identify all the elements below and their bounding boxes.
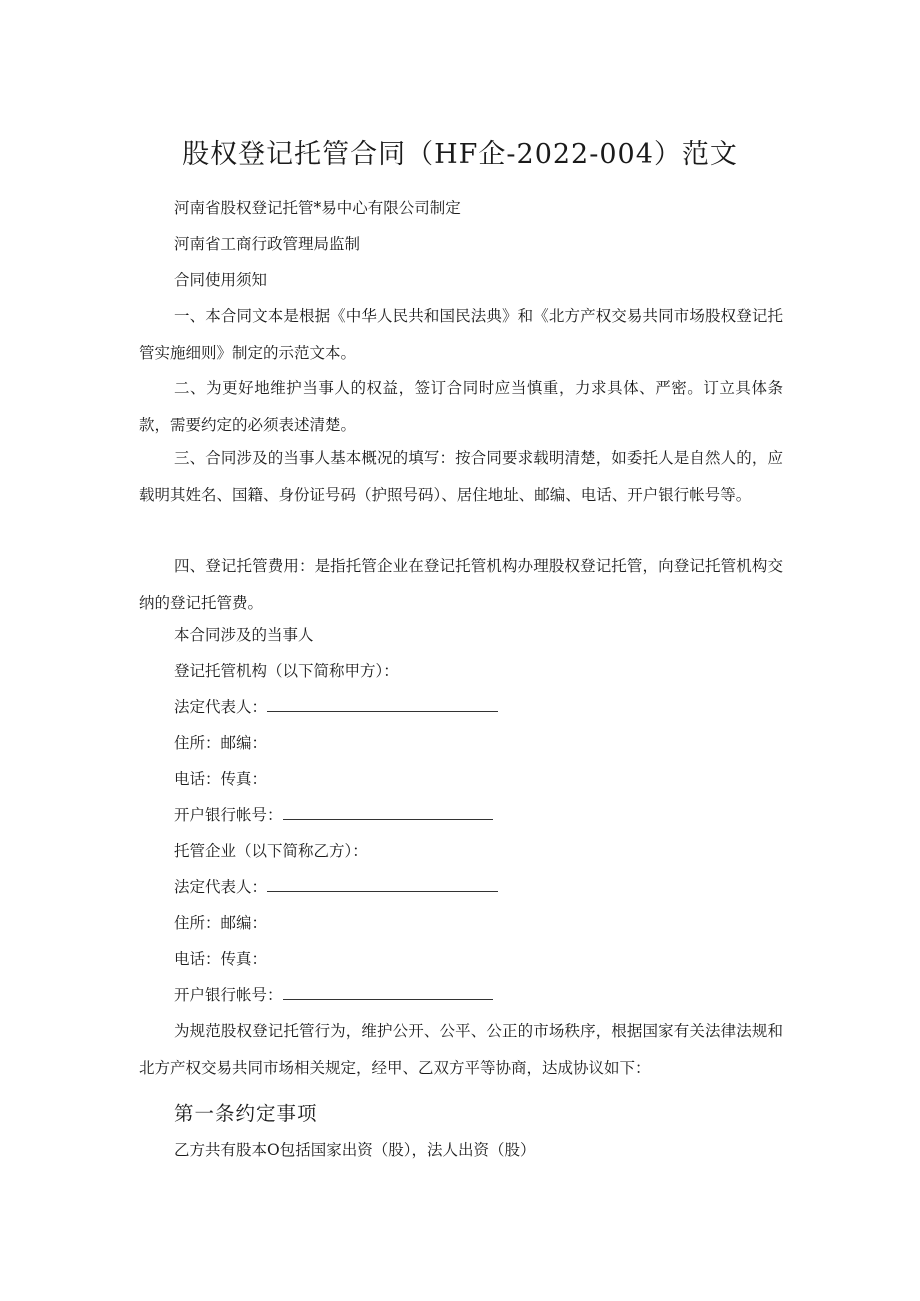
party-a-phone: 电话：传真： bbox=[174, 770, 268, 788]
party-b-bank-blank bbox=[283, 985, 493, 1000]
party-a-bank-label: 开户银行帐号： bbox=[174, 806, 283, 824]
supervisor-line: 河南省工商行政管理局监制 bbox=[174, 235, 361, 253]
parties-heading: 本合同涉及的当事人 bbox=[174, 626, 314, 644]
notice-item-3: 三、合同涉及的当事人基本概况的填写：按合同要求载明清楚，如委托人是自然人的，应载明其姓名、国籍、身份证号码（护照号码）、居住地址、邮编、电话、开户银行帐号等。 bbox=[139, 449, 783, 504]
notice-item-4: 四、登记托管费用：是指托管企业在登记托管机构办理股权登记托管，向登记托管机构交纳的登记托管费。 bbox=[139, 557, 783, 612]
party-a-legal-rep-blank bbox=[267, 697, 498, 712]
party-b-legal-rep-row bbox=[174, 876, 498, 898]
party-a-address: 住所：邮编： bbox=[174, 734, 268, 752]
notice-item-2: 二、为更好地维护当事人的权益，签订合同时应当慎重，力求具体、严密。订立具体条款，需要约定的必须表述清楚。 bbox=[139, 379, 783, 434]
party-b-legal-rep-label: 法定代表人： bbox=[174, 878, 268, 896]
notice-item-1: 一、本合同文本是根据《中华人民共和国民法典》和《北方产权交易共同市场股权登记托管实施细则》制定的示范文本。 bbox=[139, 307, 783, 362]
party-b-address: 住所：邮编： bbox=[174, 914, 268, 932]
party-a-bank-blank bbox=[283, 805, 493, 820]
party-b-bank-label: 开户银行帐号： bbox=[174, 986, 283, 1004]
party-b-legal-rep-blank bbox=[267, 877, 498, 892]
issuer-line: 河南省股权登记托管*易中心有限公司制定 bbox=[174, 199, 461, 217]
party-a-bank-row bbox=[174, 804, 493, 826]
preamble-paragraph: 为规范股权登记托管行为，维护公开、公平、公正的市场秩序，根据国家有关法律法规和北方产权交易共同市场相关规定，经甲、乙双方平等协商，达成协议如下： bbox=[139, 1022, 783, 1077]
party-a-label: 登记托管机构（以下简称甲方）： bbox=[174, 662, 399, 680]
party-a-legal-rep-row bbox=[174, 696, 498, 718]
article-1-line: 乙方共有股本O包括国家出资（股），法人出资（股） bbox=[174, 1141, 536, 1159]
party-b-label: 托管企业（以下简称乙方）： bbox=[174, 842, 368, 860]
party-b-bank-row bbox=[174, 984, 493, 1006]
article-1-heading: 第一条约定事项 bbox=[174, 1102, 318, 1125]
party-a-legal-rep-label: 法定代表人： bbox=[174, 698, 268, 716]
document-title: 股权登记托管合同（HF企-2022-004）范文 bbox=[182, 139, 738, 170]
notice-heading: 合同使用须知 bbox=[174, 271, 268, 289]
party-b-phone: 电话：传真： bbox=[174, 950, 268, 968]
